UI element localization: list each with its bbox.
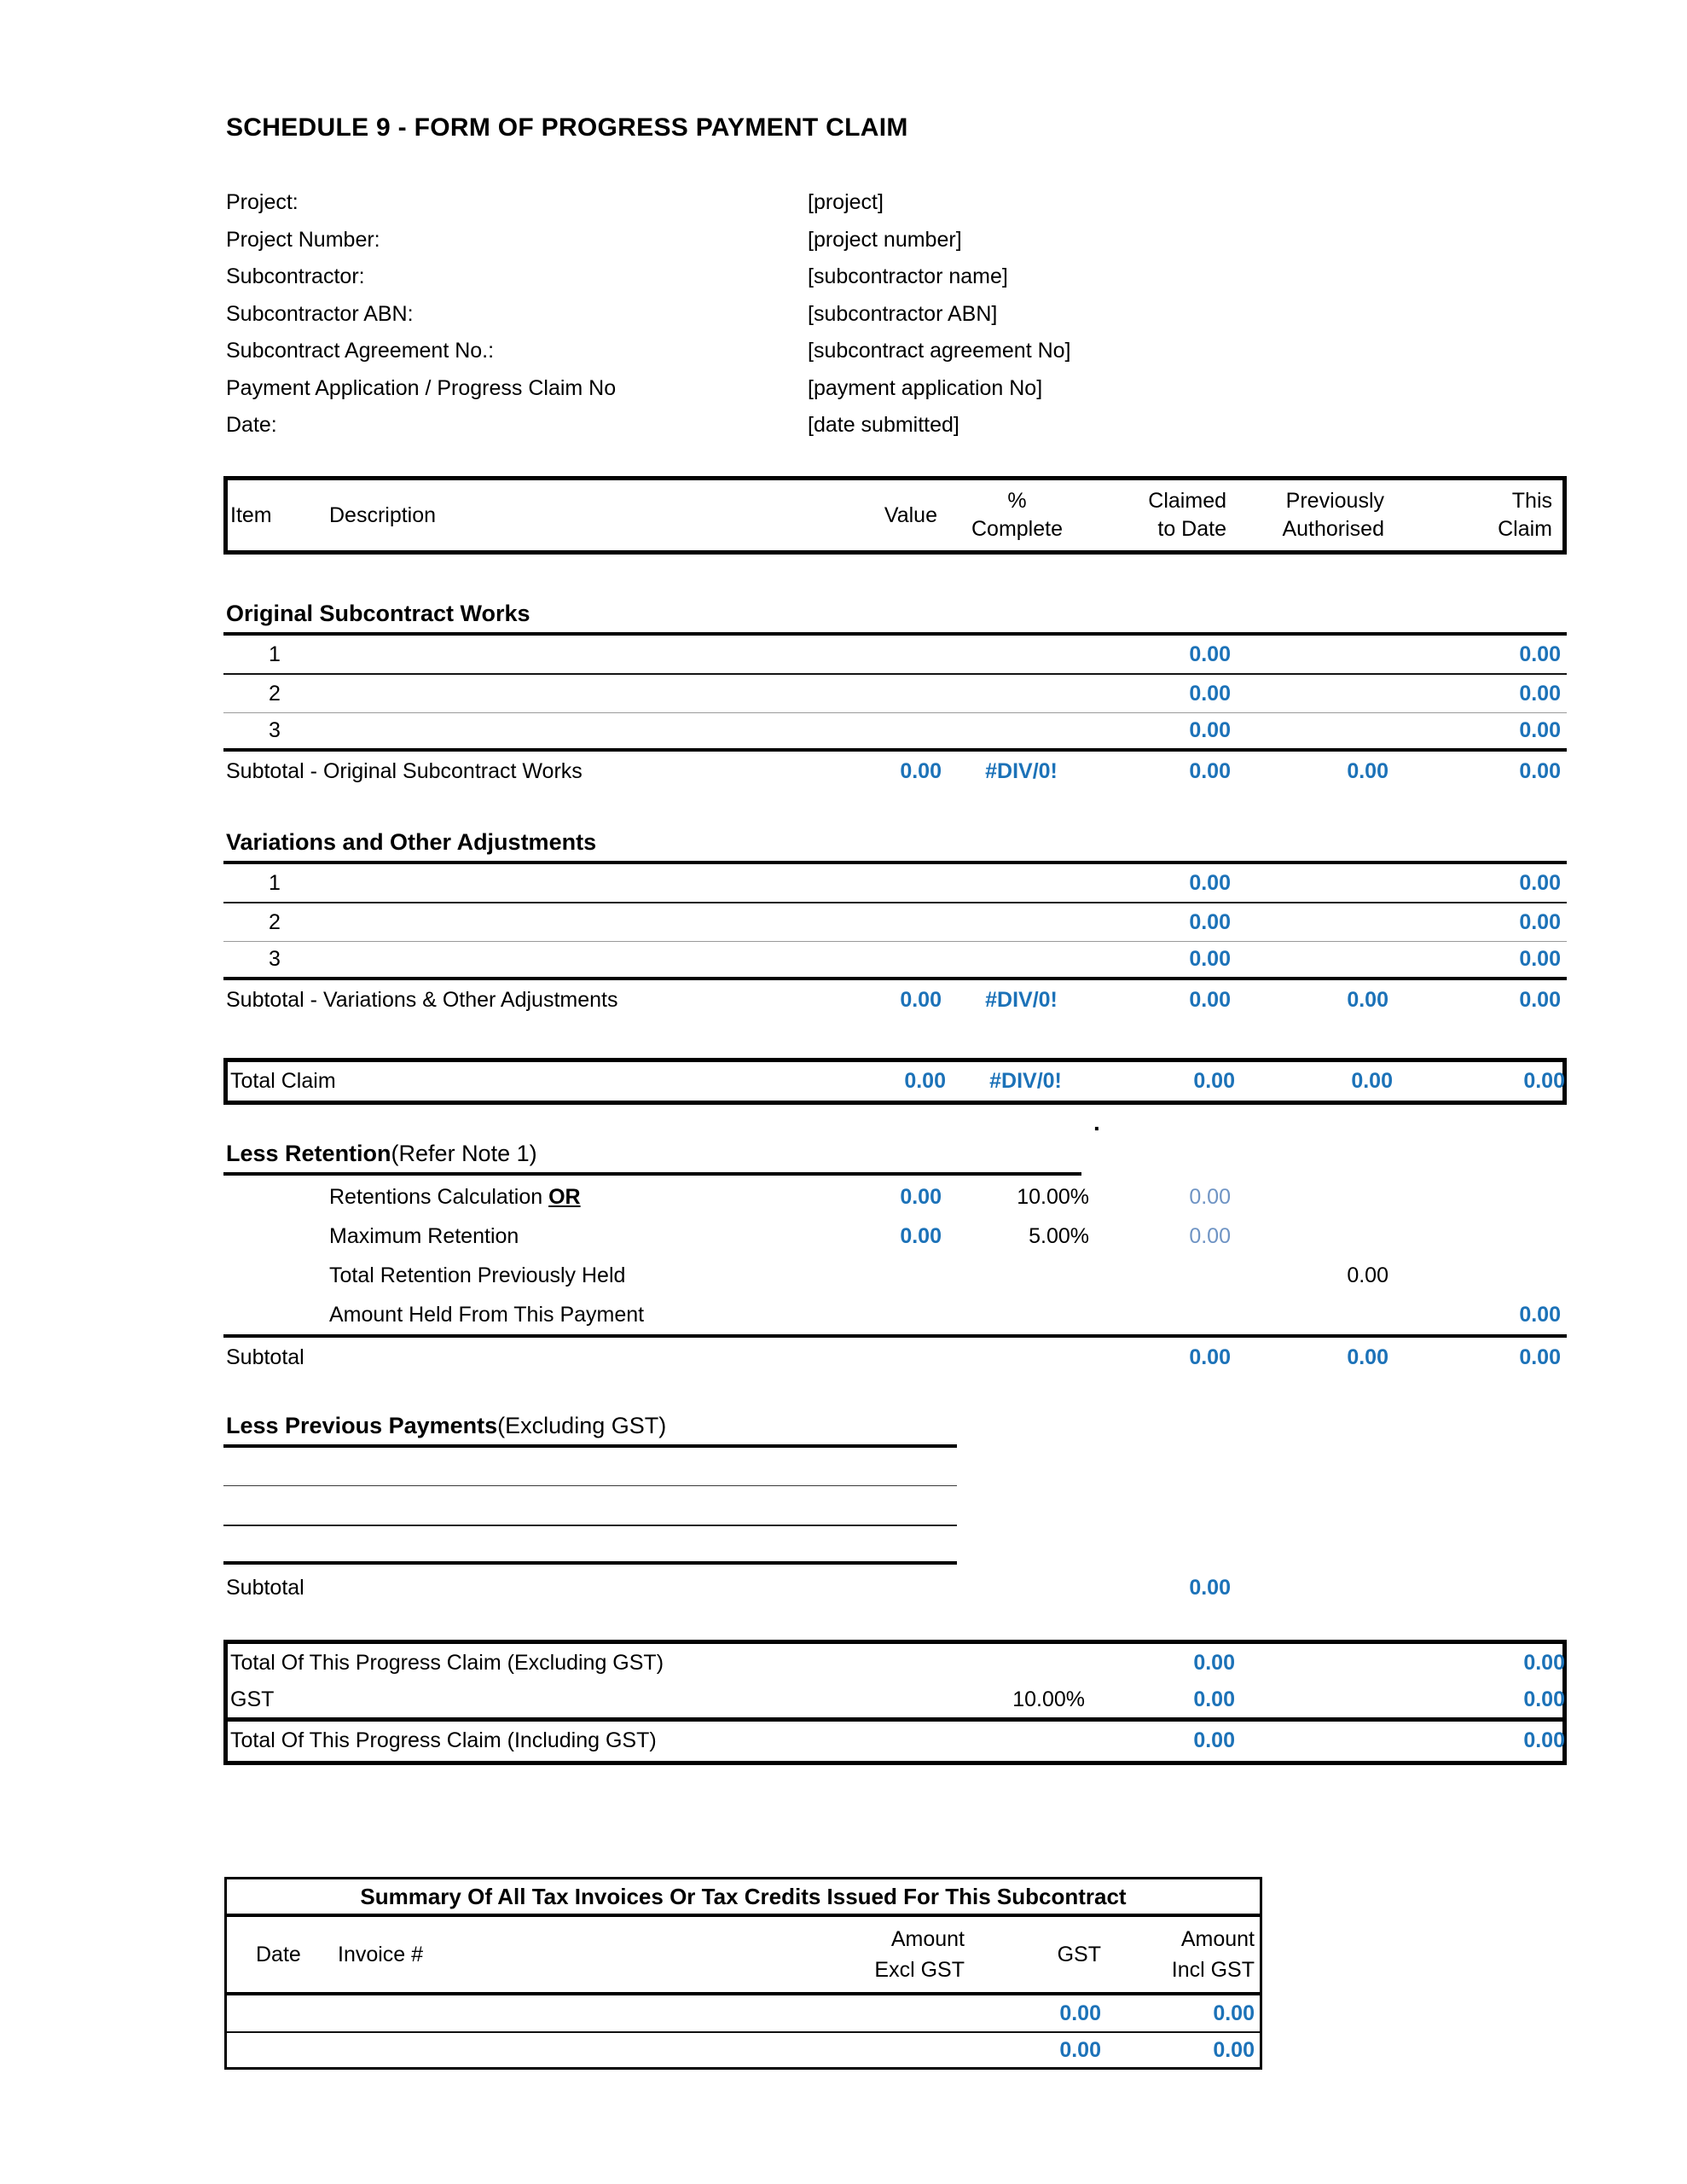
previous-payments-empty-rows [223, 1448, 957, 1565]
this-claim-value: 0.00 [1519, 947, 1561, 971]
claimed-to-date-value: 0.00 [1189, 1184, 1231, 1209]
pct-complete-value: #DIV/0! [985, 758, 1058, 783]
claimed-to-date-value: 0.00 [1189, 987, 1231, 1012]
or-label: OR [548, 1184, 581, 1209]
table-row [223, 675, 1567, 713]
invoice-summary-row [227, 2033, 1260, 2067]
column-header-invoice: Invoice # [338, 1942, 424, 1966]
item-number: 3 [269, 947, 281, 971]
empty-row [223, 1526, 957, 1565]
heading-note: (Excluding GST) [497, 1413, 667, 1438]
this-claim-value: 0.00 [1519, 987, 1561, 1012]
field-value: [project] [808, 190, 884, 215]
table-row [223, 713, 1567, 752]
value-amount: 0.00 [904, 1069, 946, 1093]
this-claim-value: 0.00 [1523, 1687, 1565, 1711]
field-value: [subcontract agreement No] [808, 339, 1071, 363]
this-claim-value: 0.00 [1519, 909, 1561, 934]
column-header-amount-excl-gst: Amount Excl GST [874, 1927, 965, 1982]
subtotal-label: Subtotal - Original Subcontract Works [226, 758, 583, 783]
field-label: Date: [226, 413, 277, 438]
table-row [223, 1256, 1567, 1295]
column-header-claimed-to-date: Claimed to Date [1148, 489, 1226, 541]
retention-subtotal-row [223, 1338, 1567, 1377]
column-header-value: Value [884, 502, 937, 527]
item-number: 2 [269, 681, 281, 706]
item-number: 1 [269, 642, 281, 666]
field-value: [subcontractor name] [808, 264, 1008, 289]
claim-table-header [223, 476, 1567, 555]
progress-claim-totals-box [223, 1640, 1567, 1765]
original-works-rows [223, 636, 1567, 791]
previously-authorised-value: 0.00 [1351, 1069, 1393, 1093]
column-header-this-claim: This Claim [1498, 489, 1552, 541]
subtotal-row [223, 980, 1567, 1019]
section-heading-original-works: Original Subcontract Works [223, 599, 1567, 636]
claimed-to-date-value: 0.00 [1189, 718, 1231, 742]
project-info-row [223, 407, 1567, 444]
claimed-to-date-value: 0.00 [1193, 1728, 1235, 1752]
previously-authorised-value: 0.00 [1347, 1263, 1388, 1287]
invoice-summary-header [227, 1917, 1260, 1995]
total-claim-label: Total Claim [230, 1069, 336, 1093]
field-label: Project Number: [226, 227, 380, 252]
total-label: Total Of This Progress Claim (Including GST) [230, 1728, 657, 1752]
this-claim-value: 0.00 [1523, 1069, 1565, 1093]
project-info-row [223, 296, 1567, 334]
column-header-previously-authorised: Previously Authorised [1282, 489, 1384, 541]
claimed-to-date-value: 0.00 [1189, 642, 1231, 666]
this-claim-value: 0.00 [1519, 642, 1561, 666]
value-amount: 0.00 [900, 1184, 942, 1209]
item-number: 3 [269, 718, 281, 742]
invoice-summary-row [227, 1995, 1260, 2033]
field-label: Subcontract Agreement No.: [226, 339, 495, 363]
claimed-to-date-value: 0.00 [1193, 1069, 1235, 1093]
claimed-to-date-value: 0.00 [1193, 1687, 1235, 1711]
claimed-to-date-value: 0.00 [1189, 947, 1231, 971]
field-value: [date submitted] [808, 413, 959, 438]
gst-row [228, 1682, 1565, 1722]
subtotal-label: Subtotal - Variations & Other Adjustments [226, 987, 618, 1012]
column-header-item: Item [230, 502, 272, 527]
section-heading-variations: Variations and Other Adjustments [223, 828, 1567, 864]
field-value: [payment application No] [808, 375, 1043, 400]
previously-authorised-value: 0.00 [1347, 758, 1388, 783]
table-row [223, 636, 1567, 675]
project-info-block [223, 184, 1567, 444]
variations-rows [223, 864, 1567, 1019]
invoice-summary-title: Summary Of All Tax Invoices Or Tax Credits Issued For This Subcontract [227, 1879, 1260, 1917]
field-value: [subcontractor ABN] [808, 301, 998, 326]
claimed-to-date-value: 0.00 [1193, 1651, 1235, 1675]
table-row [223, 942, 1567, 980]
section-heading-less-previous-payments [223, 1412, 957, 1448]
value-amount: 0.00 [900, 987, 942, 1012]
table-row [223, 1217, 1567, 1256]
total-row-including-gst [228, 1722, 1565, 1760]
column-header-gst: GST [1057, 1942, 1101, 1966]
row-label: Retentions Calculation OR [329, 1184, 581, 1209]
claimed-to-date-value: 0.00 [1189, 909, 1231, 934]
this-claim-value: 0.00 [1519, 718, 1561, 742]
empty-row [223, 1486, 957, 1526]
section-heading-less-retention [223, 1141, 1081, 1176]
field-label: Subcontractor ABN: [226, 301, 414, 326]
previous-payments-subtotal-row [223, 1568, 1567, 1607]
claimed-to-date-value: 0.00 [1189, 681, 1231, 706]
total-row-excluding-gst [228, 1644, 1565, 1682]
subtotal-row [223, 752, 1567, 791]
column-header-amount-incl-gst: Amount Incl GST [1171, 1927, 1255, 1982]
project-info-row [223, 258, 1567, 296]
claimed-to-date-value: 0.00 [1189, 758, 1231, 783]
retention-percentage: 5.00% [1029, 1223, 1089, 1248]
this-claim-value: 0.00 [1519, 1345, 1561, 1369]
row-label: Amount Held From This Payment [329, 1302, 645, 1327]
field-label: Payment Application / Progress Claim No [226, 375, 617, 400]
amount-incl-gst-value: 0.00 [1213, 2001, 1255, 2025]
retention-rows [223, 1177, 1567, 1334]
field-label: Subcontractor: [226, 264, 365, 289]
table-row [223, 1177, 1567, 1217]
claimed-to-date-value: 0.00 [1189, 1575, 1231, 1600]
pct-complete-value: #DIV/0! [989, 1069, 1062, 1093]
gst-label: GST [230, 1687, 275, 1711]
item-number: 2 [269, 909, 281, 934]
field-label: Project: [226, 190, 299, 215]
value-amount: 0.00 [900, 758, 942, 783]
empty-row [223, 1448, 957, 1486]
this-claim-value: 0.00 [1519, 1302, 1561, 1327]
gst-value: 0.00 [1059, 2001, 1101, 2025]
invoice-summary-table [224, 1877, 1262, 2070]
page-title: SCHEDULE 9 - FORM OF PROGRESS PAYMENT CLAIM [226, 113, 908, 142]
column-header-date: Date [256, 1942, 301, 1966]
row-label: Maximum Retention [329, 1223, 519, 1248]
total-claim-box [223, 1058, 1567, 1105]
previously-authorised-value: 0.00 [1347, 987, 1388, 1012]
gst-value: 0.00 [1059, 2037, 1101, 2062]
claimed-to-date-value: 0.00 [1189, 1345, 1231, 1369]
this-claim-value: 0.00 [1523, 1651, 1565, 1675]
claimed-to-date-value: 0.00 [1189, 1223, 1231, 1248]
field-value: [project number] [808, 227, 962, 252]
previously-authorised-value: 0.00 [1347, 1345, 1388, 1369]
project-info-row [223, 370, 1567, 408]
row-label: Total Retention Previously Held [329, 1263, 626, 1287]
table-row [223, 864, 1567, 903]
heading-note: (Refer Note 1) [391, 1141, 537, 1166]
subtotal-label: Subtotal [226, 1575, 304, 1600]
table-row [223, 903, 1567, 942]
claimed-to-date-value: 0.00 [1189, 870, 1231, 895]
this-claim-value: 0.00 [1519, 870, 1561, 895]
gst-percentage: 10.00% [1012, 1687, 1085, 1711]
project-info-row [223, 333, 1567, 370]
table-row [223, 1295, 1567, 1334]
this-claim-value: 0.00 [1519, 758, 1561, 783]
total-label: Total Of This Progress Claim (Excluding GST) [230, 1651, 664, 1675]
stray-dot: . [1093, 1109, 1100, 1136]
subtotal-label: Subtotal [226, 1345, 304, 1369]
project-info-row [223, 222, 1567, 259]
heading-bold: Less Retention [226, 1141, 391, 1166]
value-amount: 0.00 [900, 1223, 942, 1248]
this-claim-value: 0.00 [1523, 1728, 1565, 1752]
heading-bold: Less Previous Payments [226, 1413, 498, 1438]
project-info-row [223, 184, 1567, 222]
column-header-description: Description [329, 502, 437, 527]
amount-incl-gst-value: 0.00 [1213, 2038, 1255, 2062]
retention-percentage: 10.00% [1017, 1184, 1089, 1209]
item-number: 1 [269, 870, 281, 895]
total-claim-row [228, 1062, 1565, 1101]
pct-complete-value: #DIV/0! [985, 987, 1058, 1012]
column-header-pct-complete: % Complete [971, 489, 1063, 541]
this-claim-value: 0.00 [1519, 681, 1561, 706]
